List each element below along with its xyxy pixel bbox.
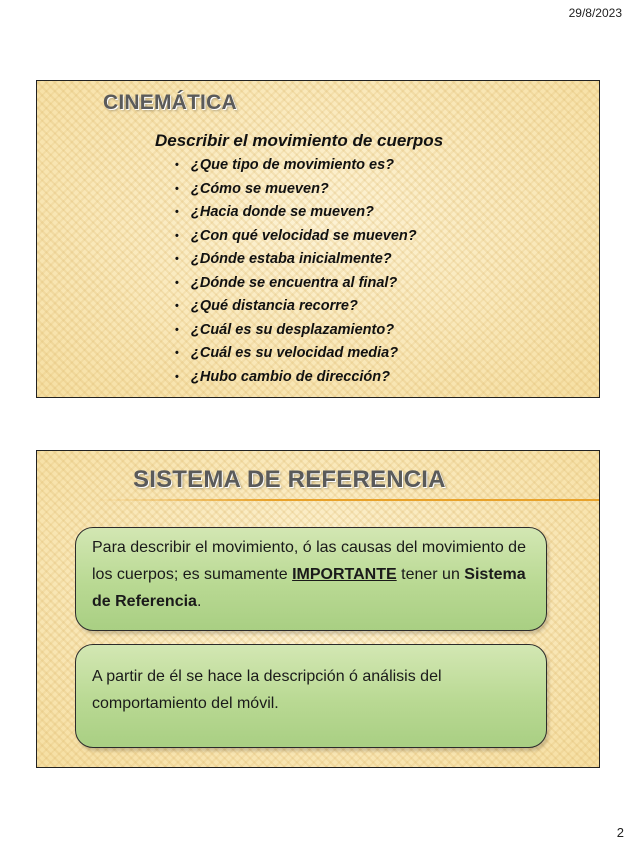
list-item: • ¿Dónde se encuentra al final? — [175, 272, 417, 296]
bullet-icon: • — [175, 347, 179, 359]
emphasis-text: IMPORTANTE — [292, 566, 397, 583]
bullet-icon: • — [175, 276, 179, 289]
bullet-icon: • — [175, 370, 179, 383]
question-list — [175, 154, 417, 389]
slide-title: CINEMÁTICA — [103, 91, 237, 114]
info-box-importance: Para describir el movimiento, ó las causas del movimiento de los cuerpos; es sumamente IMPORTANTE tener un Sistema de Referencia. — [75, 527, 547, 631]
list-item: • ¿Cuál es su desplazamiento? — [175, 319, 417, 343]
bullet-icon: • — [175, 300, 179, 312]
slide-subtitle: Describir el movimiento de cuerpos — [155, 131, 444, 150]
bullet-icon: • — [175, 159, 179, 171]
bullet-icon: • — [175, 253, 179, 265]
bullet-icon: • — [175, 182, 179, 195]
slide-title: SISTEMA DE REFERENCIA — [133, 466, 446, 493]
strong-text: Sistema de Referencia — [92, 566, 526, 610]
list-item: • ¿Qué distancia recorre? — [175, 295, 417, 319]
list-item: • ¿Que tipo de movimiento es? — [175, 154, 417, 178]
list-item: • ¿Cómo se mueven? — [175, 178, 417, 202]
bullet-icon: • — [175, 323, 179, 336]
slide-sistema-de-referencia — [36, 450, 600, 768]
list-item: • ¿Hubo cambio de dirección? — [175, 366, 417, 390]
info-box-description: A partir de él se hace la descripción ó análisis del comportamiento del móvil. — [75, 644, 547, 748]
list-item: • ¿Cuál es su velocidad media? — [175, 342, 417, 366]
title-divider — [93, 499, 600, 501]
page-number: 2 — [616, 825, 624, 840]
list-item: • ¿Con qué velocidad se mueven? — [175, 225, 417, 249]
list-item: • ¿Dónde estaba inicialmente? — [175, 248, 417, 272]
bullet-icon: • — [175, 206, 179, 218]
bullet-icon: • — [175, 229, 179, 242]
slide-cinematica — [36, 80, 600, 398]
list-item: • ¿Hacia donde se mueven? — [175, 201, 417, 225]
date-label: 29/8/2023 — [568, 6, 622, 20]
